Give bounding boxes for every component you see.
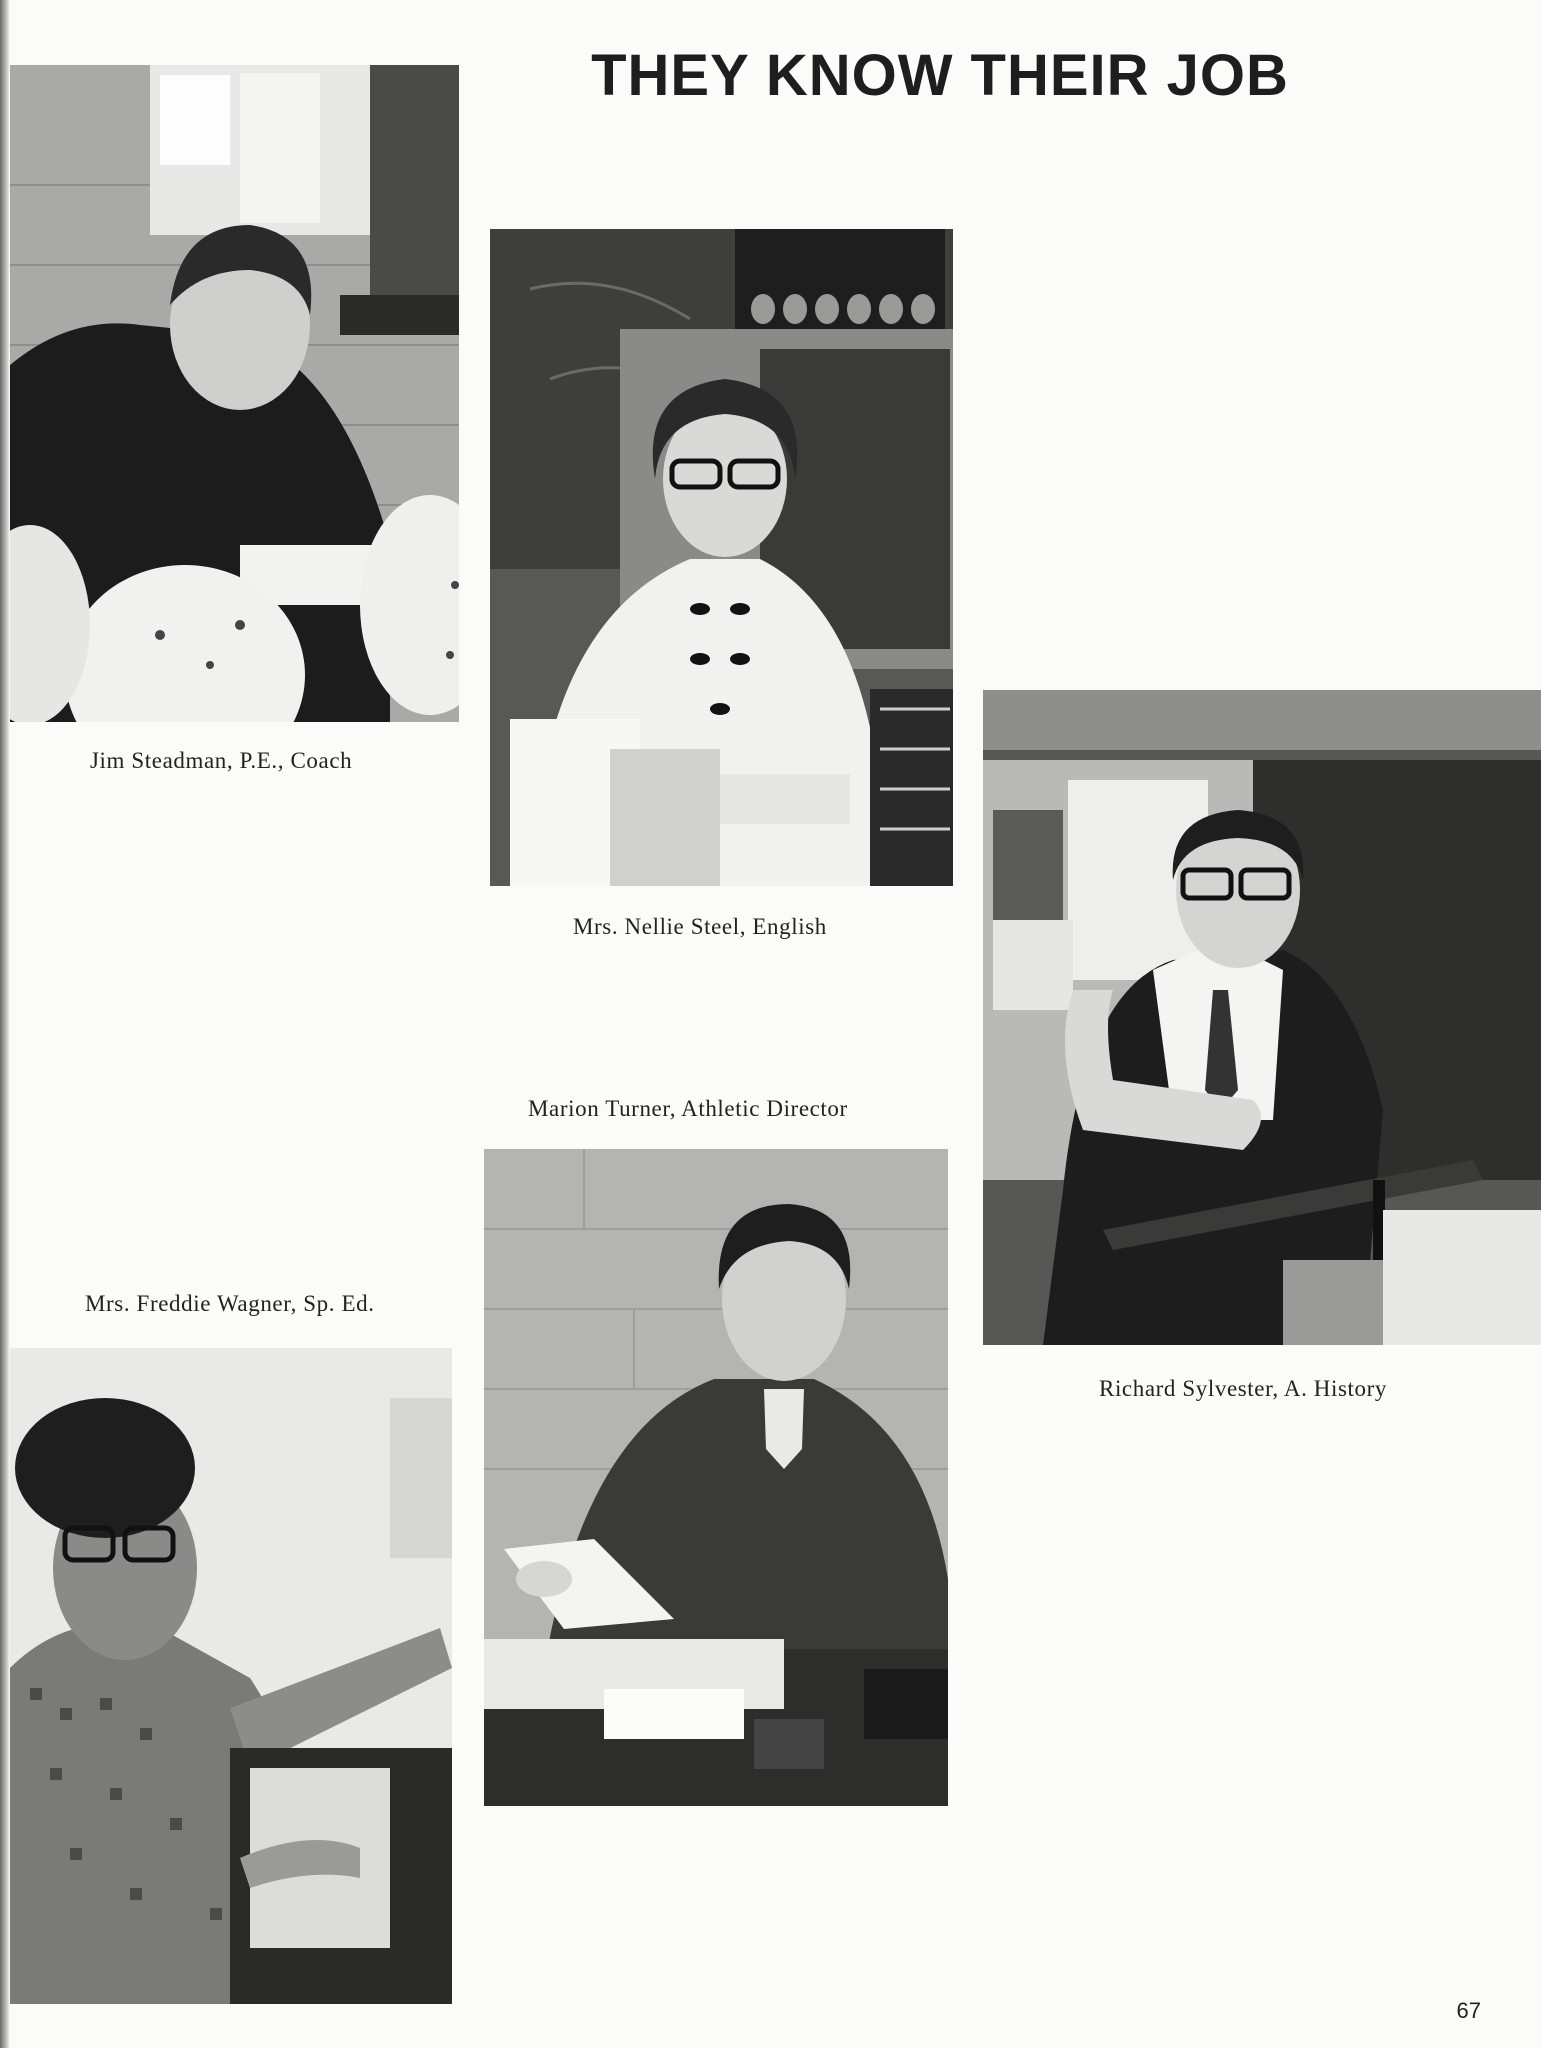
caption-sylvester: Richard Sylvester, A. History: [1099, 1376, 1387, 1401]
photo-steel: [490, 229, 953, 886]
photo-sylvester: [983, 690, 1541, 1345]
photo-steadman: [10, 65, 459, 722]
page-title: THEY KNOW THEIR JOB: [591, 43, 1289, 108]
caption-steadman: Jim Steadman, P.E., Coach: [90, 748, 353, 773]
caption-steel: Mrs. Nellie Steel, English: [573, 914, 827, 939]
binding-edge: [0, 0, 10, 2048]
photo-wagner: [10, 1348, 452, 2004]
photo-turner: [484, 1149, 948, 1806]
page-number: 67: [1456, 1998, 1481, 2023]
caption-turner: Marion Turner, Athletic Director: [528, 1096, 848, 1121]
caption-wagner: Mrs. Freddie Wagner, Sp. Ed.: [85, 1291, 375, 1316]
